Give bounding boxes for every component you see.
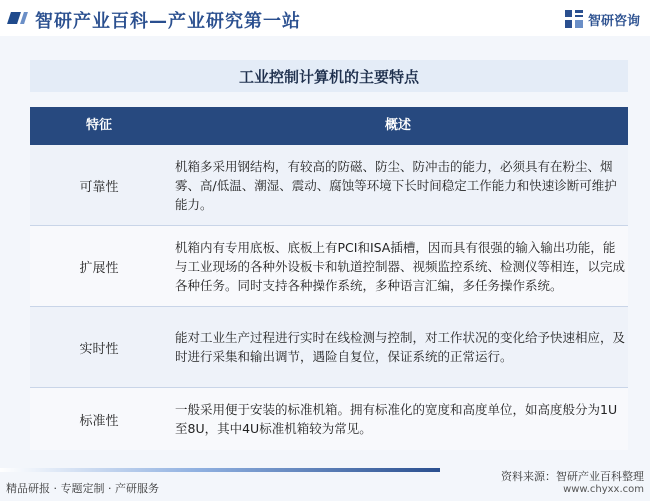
- brand-name: 智研咨询: [587, 13, 640, 29]
- table-row: [30, 388, 628, 450]
- table-title: 工业控制计算机的主要特点: [30, 60, 628, 92]
- table-row: [30, 145, 628, 225]
- footer-services: 精品研报 · 专题定制 · 产研服务: [6, 482, 159, 495]
- column-header-description: 概述: [384, 118, 411, 133]
- brand-logo-icon: [565, 10, 583, 28]
- feature-cell: 实时性: [79, 341, 119, 357]
- header-bar: [0, 0, 650, 36]
- feature-cell: 可靠性: [79, 179, 119, 195]
- source-url[interactable]: www.chyxx.com: [563, 484, 644, 495]
- site-title: 智研产业百科—产业研究第一站: [35, 11, 301, 32]
- feature-cell: 标准性: [79, 413, 119, 429]
- table-header: [30, 107, 628, 145]
- header-accent-icon-secondary: [20, 12, 28, 24]
- table-row: [30, 307, 628, 387]
- brand[interactable]: [565, 9, 640, 29]
- footer-divider: [0, 468, 440, 472]
- header-accent-icon: [7, 12, 21, 24]
- source-note: 资料来源：智研产业百科整理: [501, 470, 644, 483]
- feature-cell: 扩展性: [79, 260, 119, 276]
- table-row: [30, 226, 628, 306]
- description-cell: 一般采用便于安装的标准机箱。拥有标准化的宽度和高度单位，如高度般分为1U至8U，其中4U标准机箱较为常见。: [175, 402, 618, 436]
- description-cell: 能对工业生产过程进行实时在线检测与控制，对工作状况的变化给予快速相应，及时进行采集和输出调节，遇险自复位，保证系统的正常运行。: [175, 330, 626, 364]
- description-cell: 机箱多采用钢结构，有较高的防磁、防尘、防冲击的能力，必须具有在粉尘、烟雾、高/低温、潮湿、震动、腐蚀等环境下长时间稳定工作能力和快速诊断可维护能力。: [175, 158, 617, 212]
- column-header-feature: 特征: [85, 118, 112, 133]
- description-cell: 机箱内有专用底板、底板上有PCI和ISA插槽，因而具有很强的输入输出功能，能与工业现场的各种外设板卡和轨道控制器、视频监控系统、检测仪等相连，以完成各种任务。同时支持各种操作系统，多种语言汇编，多任务操作系统。: [175, 239, 626, 293]
